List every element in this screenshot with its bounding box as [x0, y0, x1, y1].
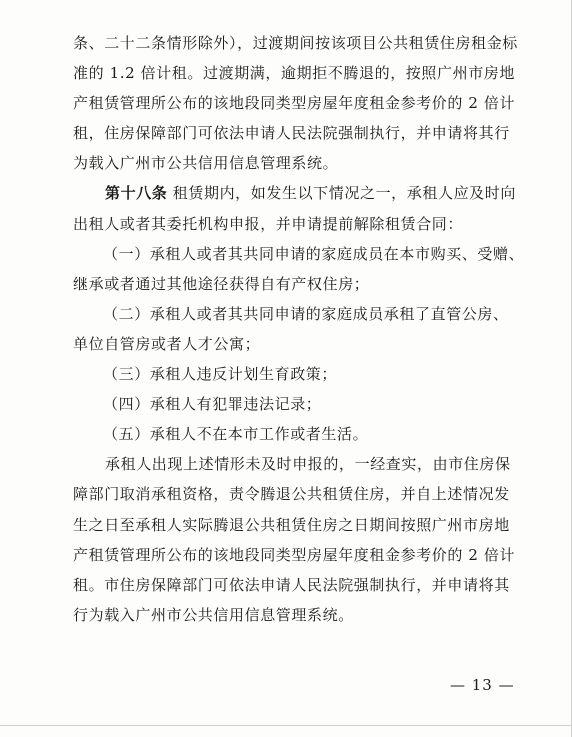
page-bottom-edge — [0, 725, 572, 726]
list-item-1: （一）承租人或者其共同申请的家庭成员在本市购买、受赠、 — [103, 244, 525, 263]
document-body — [73, 28, 525, 630]
closing-line: 障部门取消承租资格，责令腾退公共租赁住房，并自上述情况发 — [73, 485, 510, 504]
list-item-2-cont: 单位自管房或者人才公寓； — [73, 334, 261, 353]
list-item-4: （四）承租人有犯罪违法记录； — [103, 395, 322, 414]
article-18-first-line — [73, 178, 521, 208]
list-item-2: （二）承租人或者其共同申请的家庭成员承租了直管公房、 — [103, 304, 509, 323]
list-item-3: （三）承租人违反计划生育政策； — [103, 365, 338, 384]
text-line: 条、二十二条情形除外），过渡期间按该项目公共租赁住房租金标 — [73, 34, 518, 52]
article-text: 租赁期内，如发生以下情况之一，承租人应及时向 — [167, 184, 516, 203]
article-heading: 第十八条 — [105, 184, 168, 203]
text-line: 出租人或者其委托机构申报，并申请提前解除租赁合同： — [73, 214, 464, 233]
text-line: 产租赁管理所公布的该地段同类型房屋年度租金参考价的 2 倍计 — [73, 94, 516, 113]
text-line: 准的 1.2 倍计租。过渡期满，逾期拒不腾退的，按照广州市房地 — [73, 64, 515, 83]
closing-line: 产租赁管理所公布的该地段同类型房屋年度租金参考价的 2 倍计 — [73, 545, 516, 564]
closing-line: 行为载入广州市公共信用信息管理系统。 — [73, 605, 354, 624]
text-line: 租，住房保障部门可依法申请人民法院强制执行，并申请将其行 — [73, 124, 510, 143]
page-number: — 13 — — [450, 676, 515, 694]
list-item-5: （五）承租人不在本市工作或者生活。 — [103, 425, 369, 444]
closing-line: 承租人出现上述情形未及时申报的，一经查实，由市住房保 — [105, 455, 511, 474]
text-line: 为载入广州市公共信用信息管理系统。 — [73, 154, 339, 173]
closing-line: 生之日至承租人实际腾退公共租赁住房之日期间按照广州市房地 — [73, 515, 510, 534]
list-item-1-cont: 继承或者通过其他途径获得自有产权住房； — [73, 274, 370, 293]
closing-line: 租。市住房保障部门可依法申请人民法院强制执行，并申请将其 — [73, 575, 510, 594]
